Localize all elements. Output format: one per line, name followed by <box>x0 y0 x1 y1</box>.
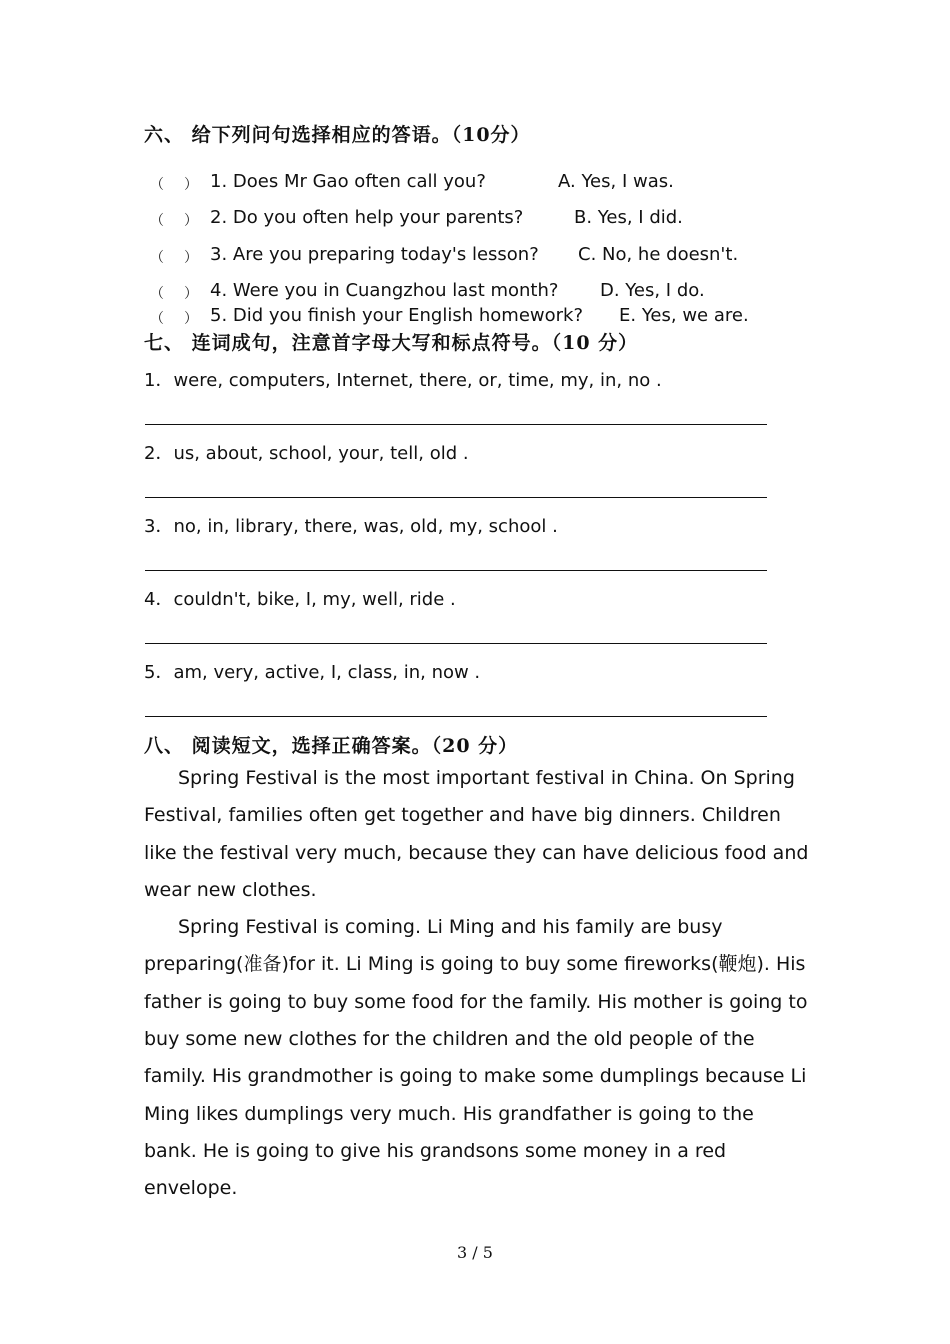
question-text: 5. Did you finish your English homework? <box>210 305 584 326</box>
answer-line-2[interactable] <box>145 497 767 498</box>
word-order-item-3: 3．no, in, library, there, was, old, my, school . <box>144 516 558 537</box>
answer-option: B. Yes, I did. <box>574 207 683 228</box>
question-text: 1. Does Mr Gao often call you? <box>210 171 486 192</box>
answer-bracket-close: ） <box>184 311 198 327</box>
answer-bracket-close: ） <box>184 250 198 266</box>
answer-bracket-close: ） <box>184 286 198 302</box>
question-text: 3. Are you preparing today's lesson? <box>210 244 539 265</box>
word-order-item-5: 5．am, very, active, I, class, in, now . <box>144 662 481 683</box>
answer-bracket-open[interactable]: （ <box>150 250 164 266</box>
passage-paragraph-1: Spring Festival is the most important festival in China. On Spring Festival, families often get together and have big dinners. Children like the festival very much, because they can have delicious food and wear new clothes. <box>144 767 809 901</box>
answer-line-5[interactable] <box>145 716 767 717</box>
answer-option: C. No, he doesn't. <box>578 244 739 265</box>
answer-option: A. Yes, I was. <box>558 171 674 192</box>
page-number: 3 / 5 <box>457 1243 493 1262</box>
answer-bracket-close: ） <box>184 213 198 229</box>
answer-bracket-close: ） <box>184 177 198 193</box>
answer-line-4[interactable] <box>145 643 767 644</box>
answer-line-1[interactable] <box>145 424 767 425</box>
answer-bracket-open[interactable]: （ <box>150 311 164 327</box>
answer-line-3[interactable] <box>145 570 767 571</box>
question-text: 4. Were you in Cuangzhou last month? <box>210 280 559 301</box>
word-order-item-4: 4．couldn't, bike, I, my, well, ride . <box>144 589 456 610</box>
question-text: 2. Do you often help your parents? <box>210 207 524 228</box>
answer-option: D. Yes, I do. <box>600 280 705 301</box>
answer-bracket-open[interactable]: （ <box>150 286 164 302</box>
section-6-heading: 六、 给下列问句选择相应的答语。（10分） <box>144 124 531 146</box>
word-order-item-1: 1．were, computers, Internet, there, or, time, my, in, no . <box>144 370 662 391</box>
answer-option: E. Yes, we are. <box>619 305 749 326</box>
passage-paragraph-2: Spring Festival is coming. Li Ming and his family are busy preparing(准备)for it. Li Ming is going to buy some fireworks(鞭炮). His father is going to buy some food for the family. His mother is going to buy some new clothes for the children and the old people of the family. His grandmother is going to make some dumplings because Li Ming likes dumplings very much. His grandfather is going to the bank. He is going to give his grandsons some money in a red envelope. <box>144 916 808 1200</box>
section-8-heading: 八、 阅读短文，选择正确答案。（20 分） <box>144 735 519 757</box>
reading-passage <box>144 760 809 1208</box>
answer-bracket-open[interactable]: （ <box>150 177 164 193</box>
word-order-item-2: 2．us, about, school, your, tell, old . <box>144 443 469 464</box>
answer-bracket-open[interactable]: （ <box>150 213 164 229</box>
section-7-heading: 七、 连词成句，注意首字母大写和标点符号。（10 分） <box>144 332 639 354</box>
